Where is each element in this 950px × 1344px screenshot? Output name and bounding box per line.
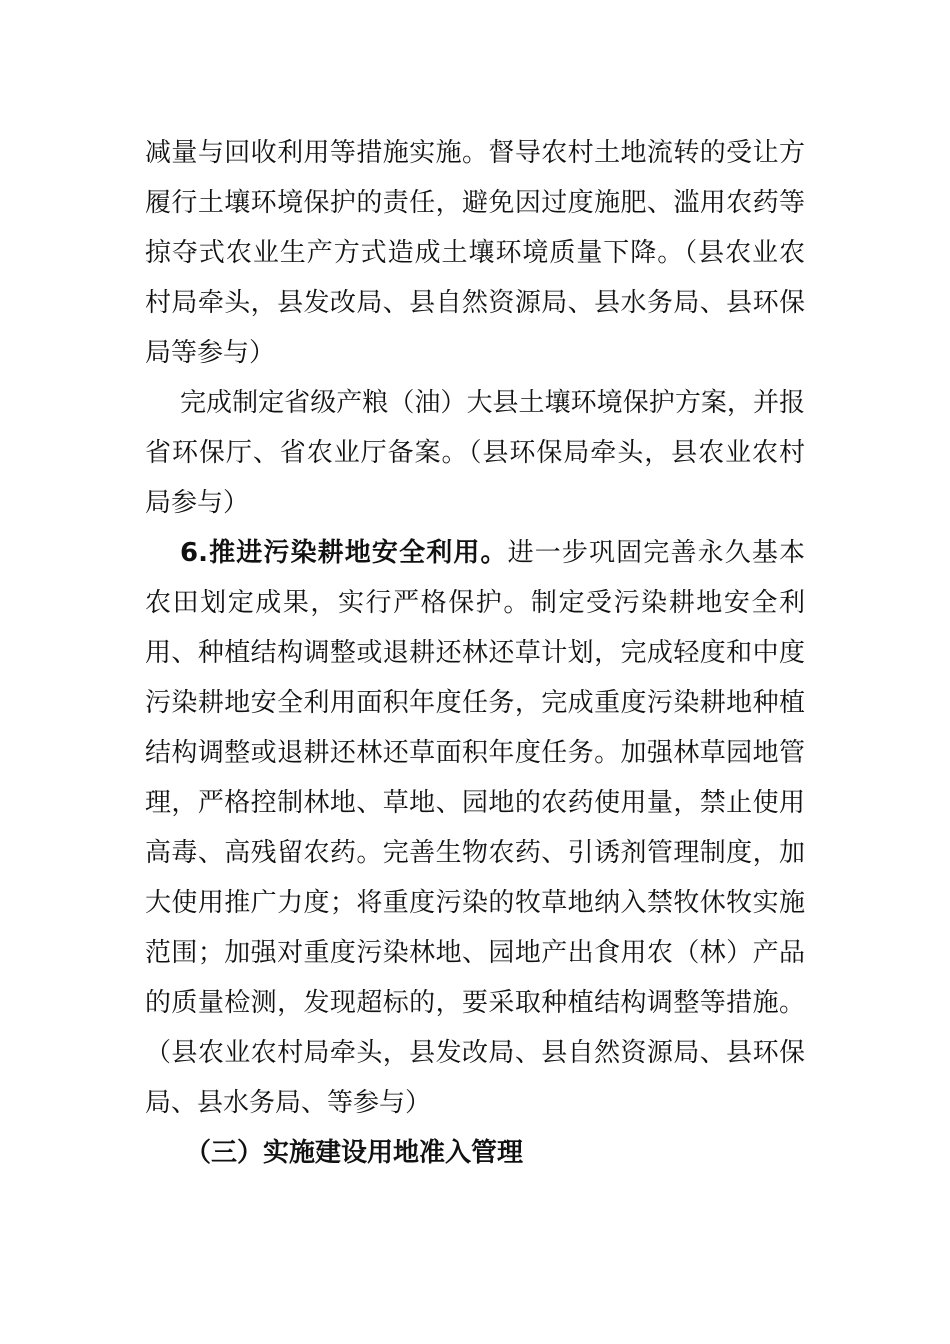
item-body-polluted-farmland: 进一步巩固完善永久基本农田划定成果，实行严格保护。制定受污染耕地安全利用、种植结构调整或退耕还林还草计划，完成轻度和中度污染耕地安全利用面积年度任务，完成重度污染耕地种植结构调整或退耕还林还草面积年度任务。加强林草园地管理，严格控制林地、草地、园地的农药使用量，禁止使用高毒、高残留农药。完善生物农药、引诱剂管理制度，加大使用推广力度；将重度污染的牧草地纳入禁牧休牧实施范围；加强对重度污染林地、园地产出食用农（林）产品的质量检测，发现超标的，要采取种植结构调整等措施。（县农业农村局牵头，县发改局、县自然资源局、县环保局、县水务局、等参与） <box>145 538 805 1118</box>
paragraph-soil-protection: 减量与回收利用等措施实施。督导农村土地流转的受让方履行土壤环境保护的责任，避免因过度施肥、滥用农药等掠夺式农业生产方式造成土壤环境质量下降。（县农业农村局牵头，县发改局、县自然资源局、县水务局、县环保局等参与） <box>145 138 805 368</box>
paragraph-polluted-farmland <box>145 528 805 1128</box>
section-heading: （三）实施建设用地准入管理 <box>185 1138 524 1168</box>
paragraph-grain-county-plan: 完成制定省级产粮（油）大县土壤环境保护方案，并报省环保厅、省农业厅备案。（县环保局牵头，县农业农村局参与） <box>145 388 805 518</box>
document-page <box>145 128 805 1178</box>
item-title-polluted-farmland: 6.推进污染耕地安全利用。 <box>180 538 508 568</box>
